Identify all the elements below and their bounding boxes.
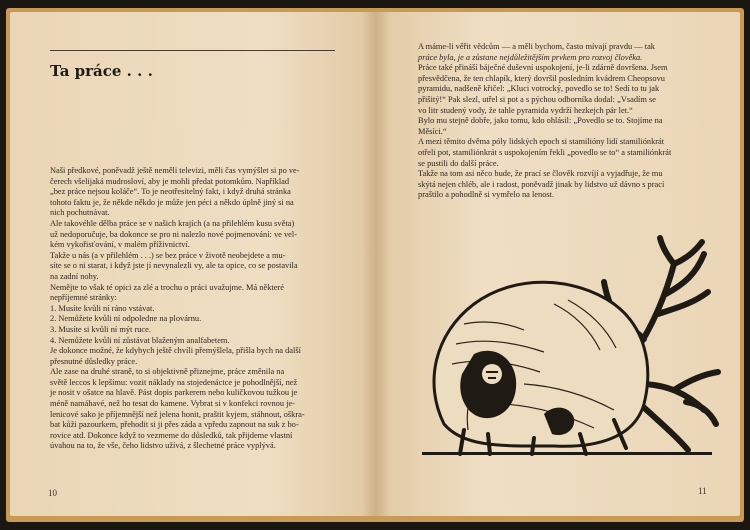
- text-line: tohoto faktu je, že někde někdo je může jen péci a někdo úplně jiný si na: [50, 197, 294, 207]
- text-line: rovice atd. Dokonce když to vezmeme do důsledků, tak přijdeme vlastní: [50, 430, 293, 440]
- text-line: přesvědčena, že ten chlapík, který dovršil posledním kvádrem Cheopsovu: [418, 73, 665, 83]
- text-line: je nosit v ošatce na hlavě. Pást dopis parkerem nebo kuličkovou tužkou je: [50, 388, 298, 398]
- text-line: Takže u nás (a v přilehlém . . .) se bez práce v životě neobejdete a mu-: [50, 250, 286, 260]
- text-line: pyramidu, nadšeně křičel: „Kluci votrocký, povedlo se to! Sedí to tu jak: [418, 84, 660, 94]
- text-line: vo litr studený vody, že tahle pyramida vydrží hezkejch pár let.“: [418, 105, 633, 115]
- left-page-text: [50, 166, 340, 452]
- page-number-left: 10: [48, 488, 57, 498]
- text-line: Práce také přináší báječné duševní uspokojení, je-li zdárně dovršena. Jsem: [418, 63, 668, 73]
- text-line: už nedoporučuje, ba dokonce se pro ni nalezlo nové pojmenování: ve vel-: [50, 229, 297, 239]
- text-line: síte se o ni starat, i když jste jí nevynalezli vy, ale ta opice, co se postavila: [50, 261, 298, 271]
- list-item: 3. Musíte si kvůli ní mýt ruce.: [50, 324, 151, 334]
- text-line: přišitý!“ Pak slezl, utřel si pot a s pýchou odborníka dodal: „Vsadím se: [418, 94, 656, 104]
- text-line: na zadní nohy.: [50, 271, 99, 281]
- title-rule: [50, 50, 335, 51]
- text-line: se pustili do další práce.: [418, 158, 499, 168]
- page-number-right: 11: [698, 486, 707, 496]
- chapter-title: Ta práce . . .: [50, 62, 153, 80]
- list-item: 2. Nemůžete kvůli ní odpoledne na plovárnu.: [50, 314, 202, 324]
- text-line: bat kůži pazourkem, přehodit si ji přes záda a vpředu zapnout na suk z bo-: [50, 420, 299, 430]
- list-item: 4. Nemůžete kvůli ní zůstávat blaženým analfabetem.: [50, 335, 230, 345]
- text-line: čerech všelijaká mudrosloví, aby je mohli předat potomkům. Například: [50, 176, 290, 186]
- text-line: nich pochutnávat.: [50, 208, 110, 218]
- text-line: praštilo a pohodlně si vymřelo na lenost.: [418, 190, 555, 200]
- right-page: [376, 12, 740, 516]
- text-line: nepříjemné stránky:: [50, 293, 117, 303]
- text-line: A máme-li věřit vědcům — a měli bychom, často mívají pravdu — tak: [418, 42, 655, 51]
- text-line-italic: práce byla, je a zůstane nejdůležitějším prvkem pro rozvoj člověka.: [418, 52, 643, 62]
- text-line: Ale zase na druhé straně, to si objektivně přiznejme, práce změnila na: [50, 367, 285, 377]
- list-item: 1. Musíte kvůli ní ráno vstávat.: [50, 303, 155, 313]
- text-line: Takže na tom asi něco bude, že prací se člověk rozvíjí a vyjadřuje, že mu: [418, 169, 663, 179]
- text-line: Ale takovéhle dělba práce se v našich krajích (a na přilehlém kusu světa): [50, 218, 295, 228]
- left-page: [10, 12, 376, 516]
- text-line: Nemějte to však té opici za zlé a trochu o práci uvažujme. Má některé: [50, 282, 284, 292]
- text-line: A mezi těmito dvěma póly lidských epoch si stamiliónу lidí stamiliónkrát: [418, 137, 665, 147]
- text-line: lenicové sako je příjemnější než jelena honit, praštit kyjem, stáhnout, oškra-: [50, 409, 305, 419]
- text-line: otřeli pot, stamiliónkrát s uspokojením řekli „povedlo se to“ a stamiliónkrát: [418, 147, 672, 157]
- book-spread: [6, 8, 744, 522]
- text-line: Měsíci.“: [418, 126, 447, 136]
- text-line: Je dokonce možné, že kdybych ještě chvíli přemýšlela, přišla bych na další: [50, 346, 301, 356]
- text-line: světě leccos k lepšímu: vozit náklady na stojedenáctce je pohodlnější, než: [50, 377, 298, 387]
- text-line: kém vykořisťování, v malém příživnictví.: [50, 240, 190, 250]
- right-page-text: [418, 42, 708, 201]
- stag-hunt-illustration: [404, 234, 726, 466]
- text-line: „bez práce nejsou koláče“. To je neotřesitelný fakt, i když druhá stránka: [50, 187, 291, 197]
- text-line: Bylo mu stejně dobře, jako tomu, kdo ohlásil: „Povedlo se to. Stojíme na: [418, 116, 663, 126]
- text-line: skýtá nejen chléb, ale i radost, poněvadž jinak by lidstvo už dávno s prací: [418, 179, 665, 189]
- text-line: Naši předkové, poněvadž ještě neměli televizi, měli čas vymýšlet si po ve-: [50, 166, 300, 175]
- text-line: přesnutné důsledky práce.: [50, 356, 138, 366]
- text-line: méně namáhavé, než ho tesat do kamene. Vybrat si v konfekci rovnou je-: [50, 399, 295, 409]
- text-line: úvahou na to, že vše, čeho lidstvo užívá, z šlechetné práce vyplývá.: [50, 441, 276, 451]
